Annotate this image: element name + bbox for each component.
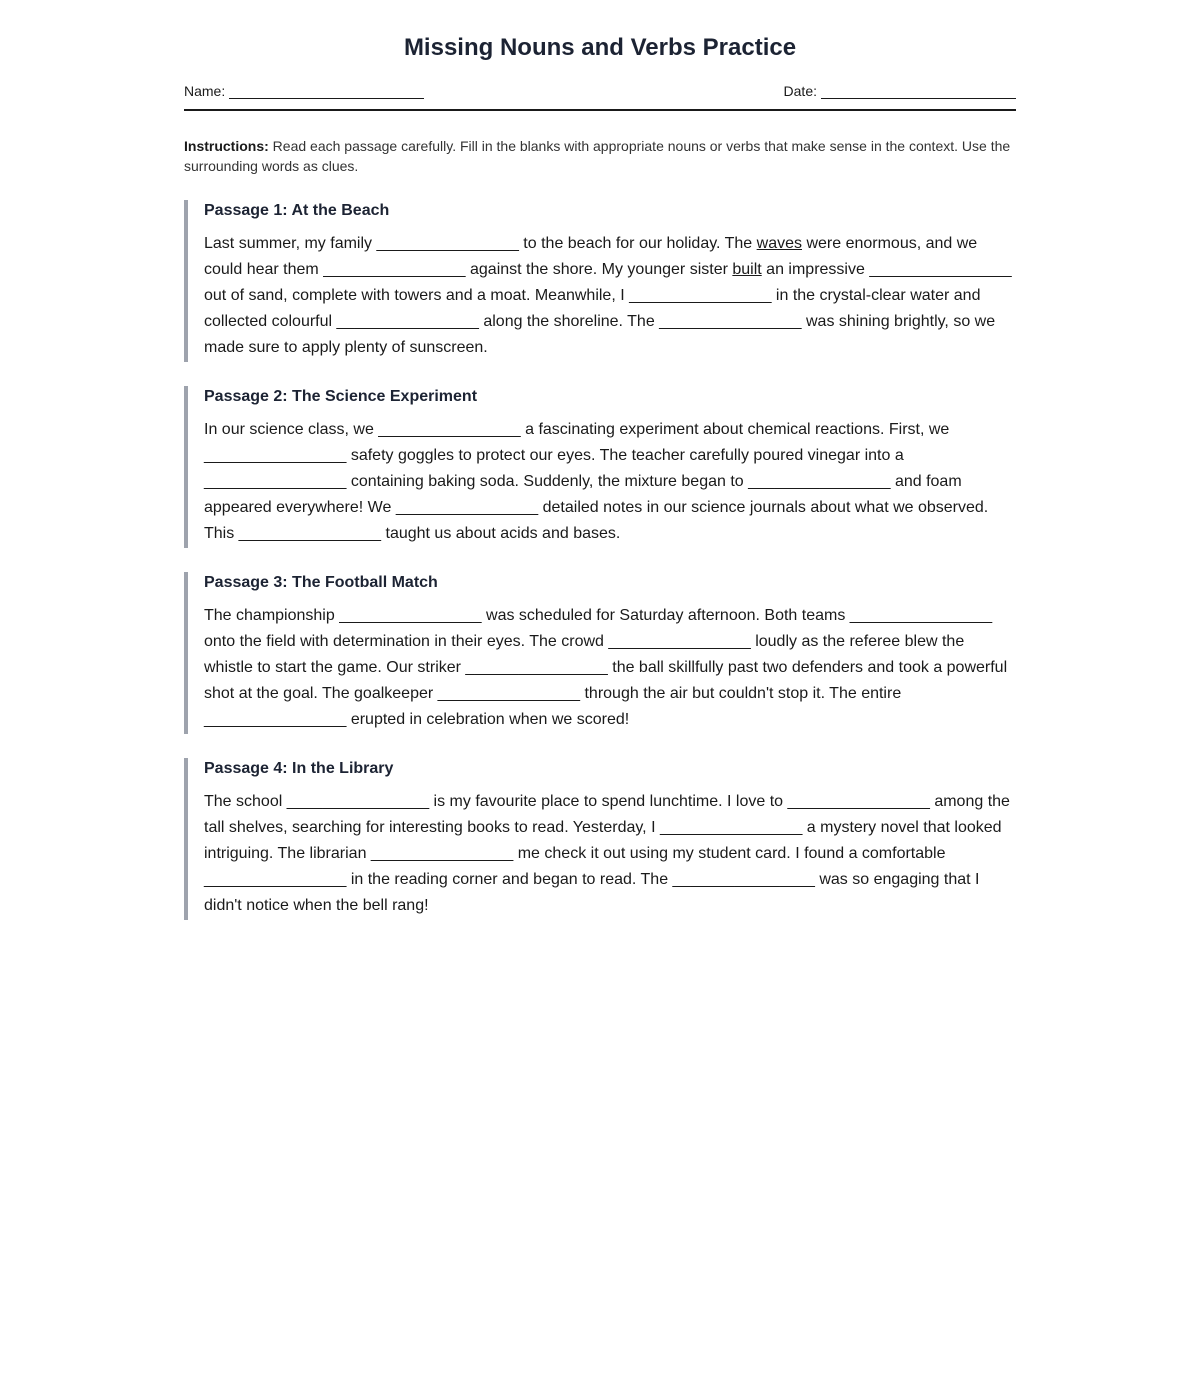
text-segment: safety goggles to protect our eyes. The teacher carefully poured vinegar into a [346,447,904,464]
text-segment: me check it out using my student card. I found a comfortable [513,845,946,862]
passage-title: Passage 2: The Science Experiment [204,388,478,405]
text-segment: among the tall shelves, searching for interesting books to read. Yesterday, I [204,793,1010,836]
blank-line[interactable]: ________________ [608,633,751,650]
text-segment: was shining brightly, so we made sure to apply plenty of sunscreen. [204,313,996,356]
text-segment: an impressive [761,261,870,278]
instructions-text: Read each passage carefully. Fill in the blanks with appropriate nouns or verbs that make sense in the context. Use the surrounding words as clues. [184,138,1011,174]
blank-line[interactable]: ________________ [370,845,514,862]
blank-line[interactable]: ________________ [787,793,930,810]
text-segment: a mystery novel that looked intriguing. The librarian [204,819,1002,862]
underlined-word: waves [756,235,802,252]
text-segment: a fascinating experiment about chemical reactions. First, we [520,421,950,438]
text-segment: onto the field with determination in their eyes. The crowd [204,633,609,650]
blank-line[interactable]: ________________ [465,659,608,676]
text-segment: loudly as the referee blew the whistle to start the game. Our striker [204,633,965,676]
date-line[interactable] [821,84,1016,99]
page-title: Missing Nouns and Verbs Practice [403,34,797,61]
blank-line[interactable]: ________________ [659,819,803,836]
passage-text [204,231,1016,361]
text-segment: was so engaging that I didn't notice when the bell rang! [204,871,980,914]
text-segment: Last summer, my family [204,235,377,252]
text-segment: The championship [204,607,340,624]
text-segment: the ball skillfully past two defenders and took a powerful shot at the goal. The goalkeeper [204,659,1008,702]
blank-line[interactable]: ________________ [849,607,993,624]
blank-line[interactable]: ________________ [376,235,519,252]
blank-line[interactable]: ________________ [659,313,802,330]
name-line[interactable] [229,84,424,99]
name-label: Name: [184,83,226,99]
text-segment: detailed notes in our science journals about what we observed. This [204,499,989,542]
text-segment: erupted in celebration when we scored! [346,711,630,728]
blank-line[interactable]: ________________ [339,607,482,624]
underlined-word: built [732,261,762,278]
blank-line[interactable]: ________________ [238,525,382,542]
blank-line[interactable]: ________________ [336,313,479,330]
instructions [184,136,1016,176]
text-segment: to the beach for our holiday. The [518,235,757,252]
text-segment: against the shore. My younger sister [465,261,733,278]
passage-2 [184,386,1016,548]
name-field [184,83,424,99]
passage-4 [184,758,1016,920]
header-row [184,83,1016,111]
passage-text [204,417,1016,547]
blank-line[interactable]: ________________ [204,711,347,728]
date-field [784,83,1016,99]
worksheet-page [184,0,1016,920]
blank-line[interactable]: ________________ [286,793,430,810]
passage-title: Passage 3: The Football Match [204,574,438,591]
instructions-label: Instructions: [184,138,269,154]
text-segment: were enormous, and we could hear them [204,235,978,278]
text-segment: along the shoreline. The [478,313,660,330]
passage-title: Passage 4: In the Library [204,760,394,777]
blank-line[interactable]: ________________ [204,473,347,490]
blank-line[interactable]: ________________ [629,287,772,304]
blank-line[interactable]: ________________ [395,499,539,516]
text-segment: The school [204,793,287,810]
date-label: Date: [783,83,817,99]
text-segment: was scheduled for Saturday afternoon. Both teams [481,607,850,624]
blank-line[interactable]: ________________ [323,261,466,278]
text-segment: out of sand, complete with towers and a moat. Meanwhile, I [204,287,630,304]
text-segment: in the reading corner and began to read. The [346,871,673,888]
text-segment: taught us about acids and bases. [381,525,621,542]
text-segment: in the crystal-clear water and collected colourful [204,287,981,330]
text-segment: is my favourite place to spend lunchtime. I love to [429,793,788,810]
passage-3 [184,572,1016,734]
text-segment: and foam appeared everywhere! We [204,473,962,516]
passage-text [204,603,1016,733]
passage-text [204,789,1016,919]
passage-title: Passage 1: At the Beach [204,202,390,219]
text-segment: In our science class, we [204,421,379,438]
text-segment: through the air but couldn't stop it. The entire [580,685,902,702]
blank-line[interactable]: ________________ [672,871,815,888]
blank-line[interactable]: ________________ [437,685,581,702]
blank-line[interactable]: ________________ [204,871,347,888]
text-segment: containing baking soda. Suddenly, the mixture began to [346,473,749,490]
blank-line[interactable]: ________________ [748,473,891,490]
blank-line[interactable]: ________________ [378,421,521,438]
passage-1 [184,200,1016,362]
blank-line[interactable]: ________________ [869,261,1012,278]
blank-line[interactable]: ________________ [204,447,347,464]
